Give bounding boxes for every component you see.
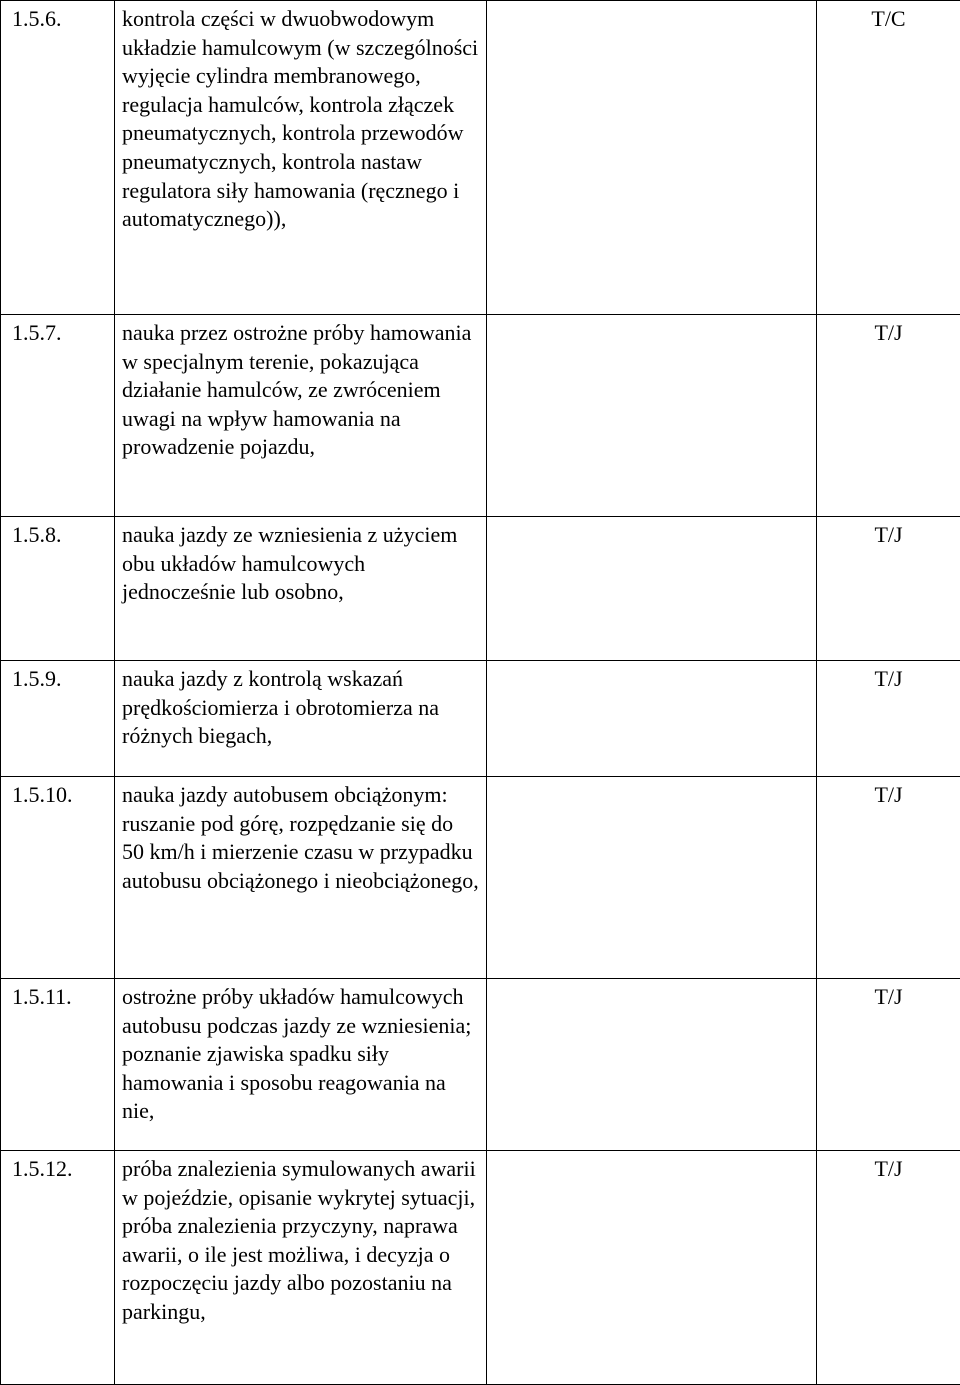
- table-row: [1, 1, 960, 315]
- table-row: [1, 661, 960, 777]
- item-description: nauka jazdy z kontrolą wskazań prędkościomierza i obrotomierza na różnych biegach,: [115, 661, 487, 777]
- item-number: 1.5.11.: [1, 979, 115, 1151]
- item-number: 1.5.8.: [1, 517, 115, 661]
- table-row: [1, 1151, 960, 1385]
- empty-cell: [487, 315, 817, 517]
- item-code: T/J: [817, 1151, 960, 1385]
- item-number: 1.5.7.: [1, 315, 115, 517]
- item-description: nauka przez ostrożne próby hamowania w specjalnym terenie, pokazująca działanie hamulców, ze zwróceniem uwagi na wpływ hamowania na prowadzenie pojazdu,: [115, 315, 487, 517]
- item-description: nauka jazdy autobusem obciążonym: ruszanie pod górę, rozpędzanie się do 50 km/h i mierzenie czasu w przypadku autobusu obciążonego i nieobciążonego,: [115, 777, 487, 979]
- table-row: [1, 979, 960, 1151]
- item-code: T/J: [817, 777, 960, 979]
- empty-cell: [487, 517, 817, 661]
- item-description: nauka jazdy ze wzniesienia z użyciem obu układów hamulcowych jednocześnie lub osobno,: [115, 517, 487, 661]
- item-description: ostrożne próby układów hamulcowych autobusu podczas jazdy ze wzniesienia; poznanie zjawiska spadku siły hamowania i sposobu reagowania na nie,: [115, 979, 487, 1151]
- item-number: 1.5.10.: [1, 777, 115, 979]
- item-description: próba znalezienia symulowanych awarii w pojeździe, opisanie wykrytej sytuacji, próba znalezienia przyczyny, naprawa awarii, o ile jest możliwa, i decyzja o rozpoczęciu jazdy albo pozostaniu na parkingu,: [115, 1151, 487, 1385]
- empty-cell: [487, 1151, 817, 1385]
- item-code: T/J: [817, 661, 960, 777]
- table-row: [1, 517, 960, 661]
- item-description: kontrola części w dwuobwodowym układzie hamulcowym (w szczególności wyjęcie cylindra membranowego, regulacja hamulców, kontrola złączek pneumatycznych, kontrola przewodów pneumatycznych, kontrola nastaw regulatora siły hamowania (ręcznego i automatycznego)),: [115, 1, 487, 315]
- table-row: [1, 777, 960, 979]
- item-number: 1.5.12.: [1, 1151, 115, 1385]
- item-number: 1.5.6.: [1, 1, 115, 315]
- table-row: [1, 315, 960, 517]
- item-code: T/C: [817, 1, 960, 315]
- empty-cell: [487, 979, 817, 1151]
- empty-cell: [487, 661, 817, 777]
- item-code: T/J: [817, 517, 960, 661]
- item-code: T/J: [817, 315, 960, 517]
- item-code: T/J: [817, 979, 960, 1151]
- empty-cell: [487, 777, 817, 979]
- empty-cell: [487, 1, 817, 315]
- item-number: 1.5.9.: [1, 661, 115, 777]
